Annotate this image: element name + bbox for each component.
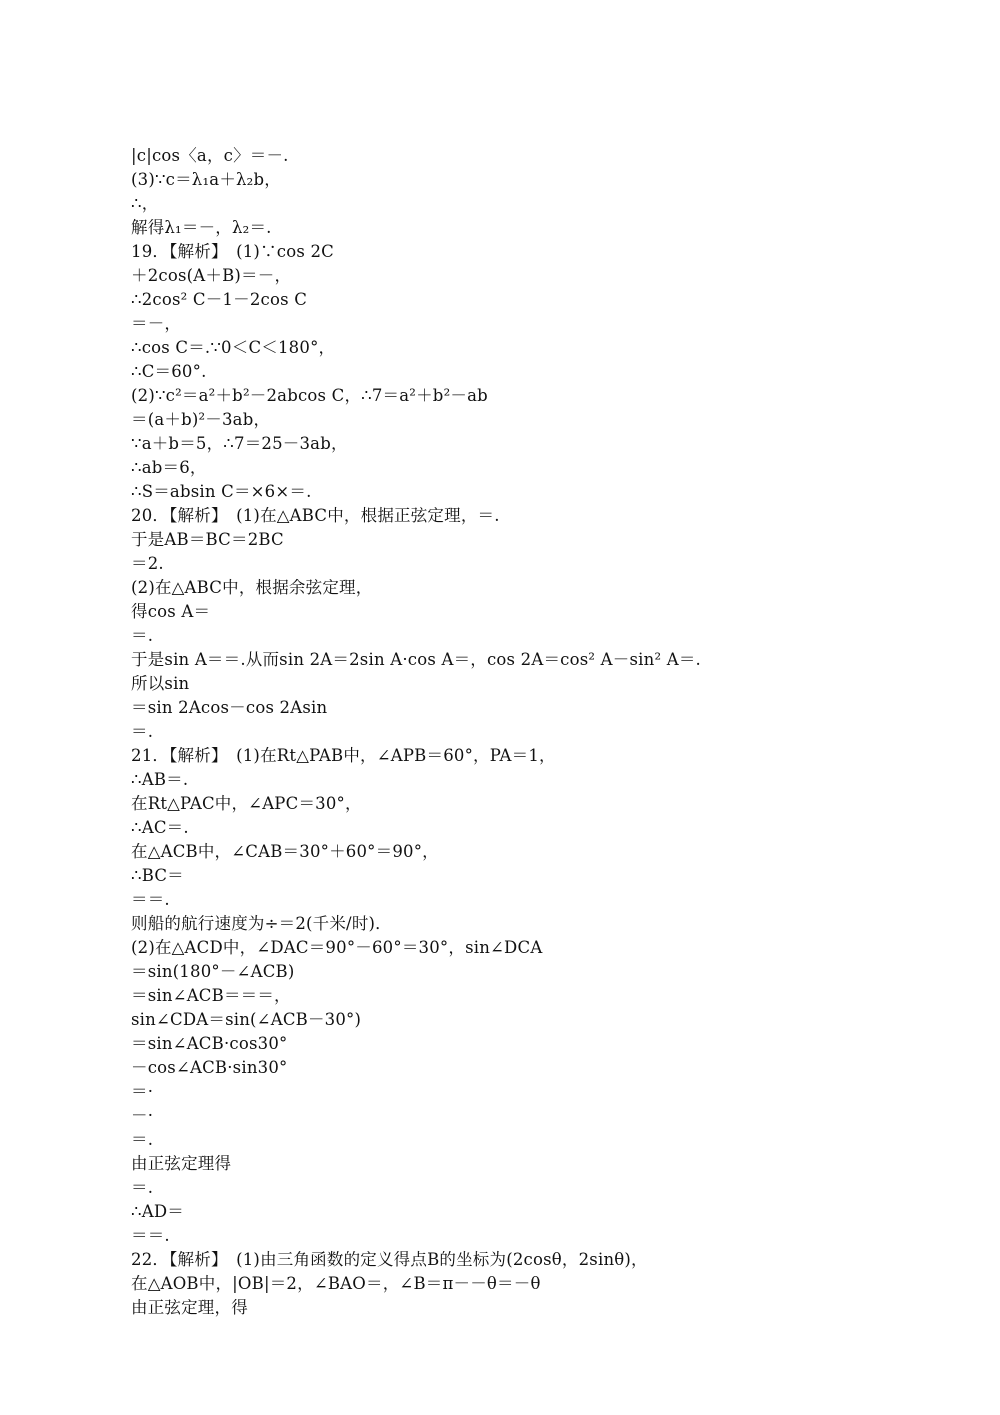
text-line: ∴AB＝. (131, 770, 189, 789)
text-line: ∴C＝60°. (131, 362, 207, 381)
text-line: ＝sin∠ACB＝＝＝， (131, 986, 291, 1005)
text-line: ＝sin∠ACB·cos30° (131, 1034, 288, 1053)
text-line: 在Rt△PAC中，∠APC＝30°， (131, 794, 362, 813)
text-line: (2)∵c²＝a²＋b²－2abcos C，∴7＝a²＋b²－ab (131, 386, 488, 405)
text-line: －cos∠ACB·sin30° (131, 1058, 288, 1077)
text-line: －· (131, 1106, 154, 1125)
text-line: 于是sin A＝＝.从而sin 2A＝2sin A·cos A＝，cos 2A＝cos² A－sin² A＝. (131, 650, 701, 669)
text-line: ∴BC＝ (131, 866, 184, 885)
text-line: (2)在△ABC中，根据余弦定理， (131, 578, 373, 597)
text-line: 在△AOB中，|OB|＝2，∠BAO＝，∠B＝π－－θ＝－θ (131, 1274, 541, 1293)
text-line: sin∠CDA＝sin(∠ACB－30°) (131, 1010, 362, 1029)
text-line: 于是AB＝BC＝2BC (131, 530, 284, 549)
text-line: ＝· (131, 1082, 154, 1101)
text-line: ＝2. (131, 554, 164, 573)
solution-text (131, 144, 931, 1320)
text-line: ＋2cos(A＋B)＝－， (131, 266, 292, 285)
text-line: 由正弦定理得 (131, 1154, 232, 1173)
text-line: ∴， (131, 194, 159, 213)
text-line: |c|cos〈a，c〉＝－. (131, 146, 289, 165)
text-line: ∴AD＝ (131, 1202, 184, 1221)
text-line: ＝＝. (131, 890, 170, 909)
text-line: ∴AC＝. (131, 818, 189, 837)
text-line: ∴cos C＝.∵0＜C＜180°， (131, 338, 336, 357)
text-line: ∵a＋b＝5，∴7＝25－3ab， (131, 434, 348, 453)
text-line: 所以sin (131, 674, 190, 693)
text-line: ＝. (131, 722, 154, 741)
text-line: ＝. (131, 1130, 154, 1149)
text-line: ∴S＝absin C＝×6×＝. (131, 482, 312, 501)
text-line: ∴2cos² C－1－2cos C (131, 290, 308, 309)
text-line: (3)∵c＝λ₁a＋λ₂b， (131, 170, 281, 189)
text-line: ＝sin 2Acos－cos 2Asin (131, 698, 328, 717)
text-line: 19．【解析】 (1)∵cos 2C (131, 242, 334, 261)
text-line: 得cos A＝ (131, 602, 211, 621)
text-line: ＝－， (131, 314, 182, 333)
text-line: ＝. (131, 626, 154, 645)
text-line: 在△ACB中，∠CAB＝30°＋60°＝90°， (131, 842, 439, 861)
text-line: 21．【解析】 (1)在Rt△PAB中，∠APB＝60°，PA＝1， (131, 746, 556, 765)
text-line: ＝sin(180°－∠ACB) (131, 962, 295, 981)
text-line: ＝＝. (131, 1226, 170, 1245)
text-line: ＝(a＋b)²－3ab， (131, 410, 271, 429)
text-line: 22．【解析】 (1)由三角函数的定义得点B的坐标为(2cosθ，2sinθ)， (131, 1250, 648, 1269)
text-line: (2)在△ACD中，∠DAC＝90°－60°＝30°，sin∠DCA (131, 938, 543, 957)
text-line: 解得λ₁＝－，λ₂＝. (131, 218, 272, 237)
text-line: 20．【解析】 (1)在△ABC中，根据正弦定理，＝. (131, 506, 500, 525)
text-line: ＝. (131, 1178, 154, 1197)
text-line: 由正弦定理，得 (131, 1298, 248, 1317)
text-line: ∴ab＝6， (131, 458, 207, 477)
text-line: 则船的航行速度为÷＝2(千米/时)． (131, 914, 392, 933)
